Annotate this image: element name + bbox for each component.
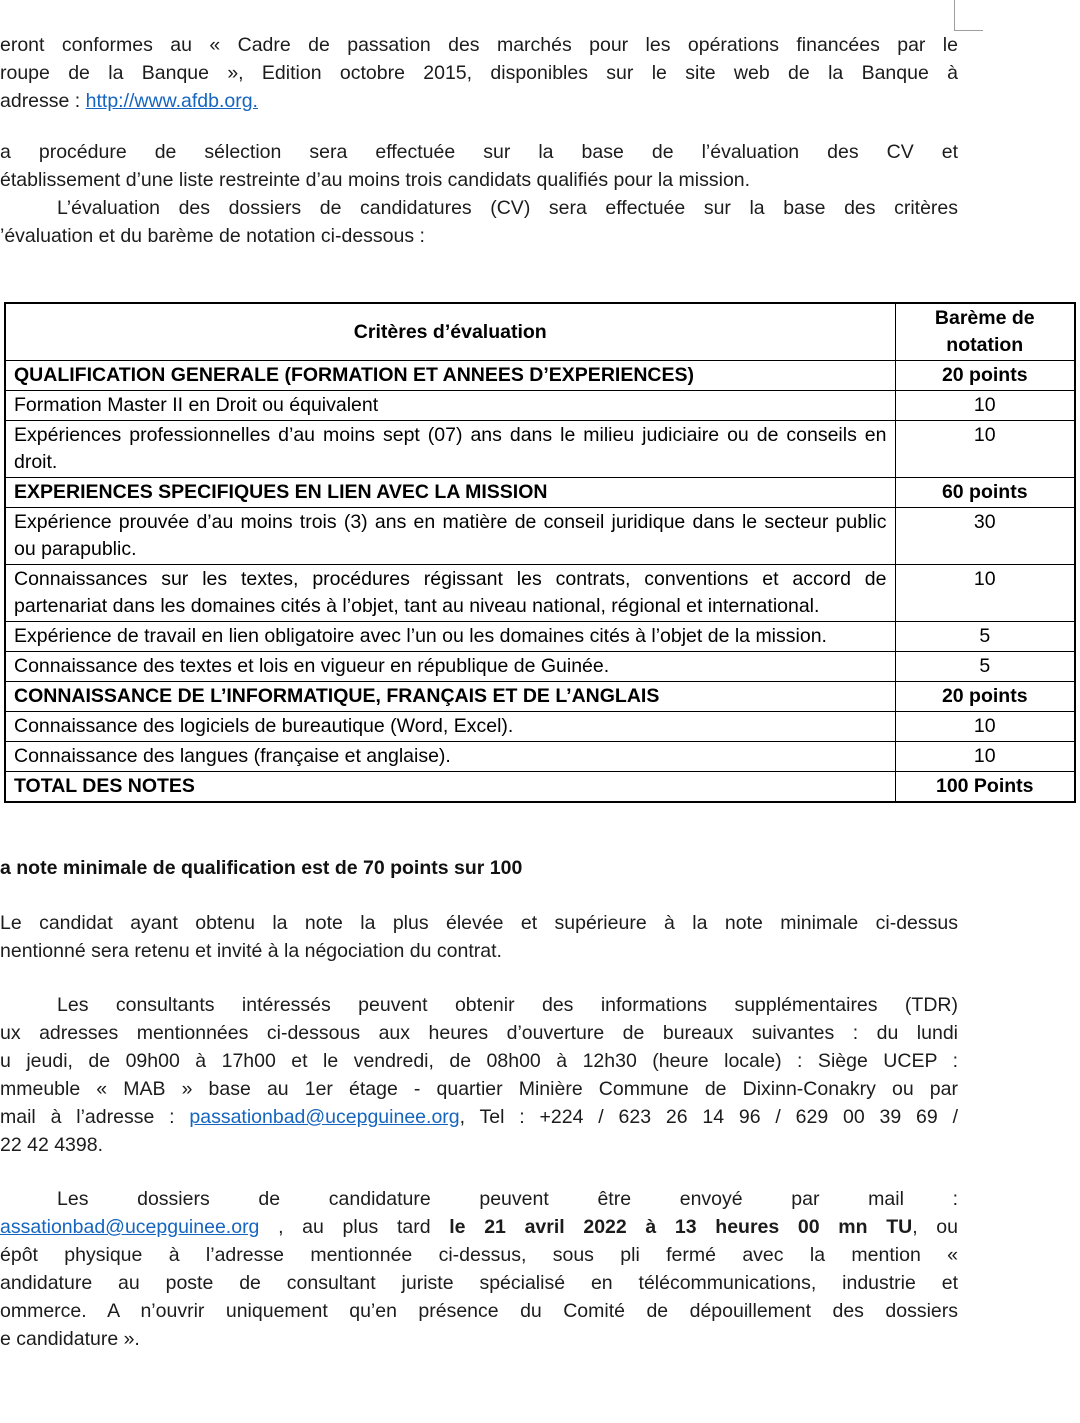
score-cell: 60 points: [895, 478, 1075, 508]
score-cell: 20 points: [895, 682, 1075, 712]
text-line: mmeuble « MAB » base au 1er étage - quartier Minière Commune de Dixinn-Conakry ou par: [0, 1078, 958, 1100]
score-cell: 30: [895, 508, 1075, 565]
table-row: [5, 421, 1075, 478]
text-line: [0, 1213, 958, 1241]
table-row: [5, 478, 1075, 508]
application-email-link[interactable]: assationbad@ucepguinee.org: [0, 1216, 260, 1238]
deadline-tail: , ou: [912, 1216, 958, 1238]
criteria-cell: Expérience de travail en lien obligatoire avec l’un ou les domaines cités à l’objet de la mission.: [5, 622, 895, 652]
contact-email-link[interactable]: passationbad@ucepguinee.org: [189, 1106, 460, 1128]
evaluation-criteria-table: [4, 302, 1076, 803]
header-cell-score: Barème de notation: [895, 303, 1075, 361]
paragraph-candidate-selection: [0, 909, 958, 965]
score-cell: 10: [895, 712, 1075, 742]
criteria-cell: Connaissance des langues (française et anglaise).: [5, 742, 895, 772]
table-row: [5, 712, 1075, 742]
text-line: a note minimale de qualification est de 70 points sur 100: [0, 857, 523, 879]
header-cell-criteria: Critères d’évaluation: [5, 303, 895, 361]
criteria-cell: Expériences professionnelles d’au moins sept (07) ans dans le milieu judiciaire ou de conseils en droit.: [5, 421, 895, 478]
table-row: [5, 652, 1075, 682]
criteria-cell: Connaissances sur les textes, procédures régissant les contrats, conventions et accord de partenariat dans les domaines cités à l’objet, tant au niveau national, régional et international.: [5, 565, 895, 622]
criteria-cell: Connaissance des textes et lois en vigueur en république de Guinée.: [5, 652, 895, 682]
text-line: u jeudi, de 09h00 à 17h00 et le vendredi, de 08h00 à 12h30 (heure locale) : Siège UCEP :: [0, 1050, 958, 1072]
text-line: 22 42 4398.: [0, 1134, 104, 1156]
criteria-cell: TOTAL DES NOTES: [5, 772, 895, 803]
text-line: L’évaluation des dossiers de candidatures (CV) sera effectuée sur la base des critères: [57, 197, 958, 219]
paragraph-application-submission: [0, 1185, 958, 1353]
text-line: e candidature ».: [0, 1328, 140, 1350]
score-cell: 100 Points: [895, 772, 1075, 803]
table-row: [5, 565, 1075, 622]
score-cell: 20 points: [895, 361, 1075, 391]
text-line: ’évaluation et du barème de notation ci-dessous :: [0, 225, 425, 247]
table-row: [5, 742, 1075, 772]
table-row: [5, 361, 1075, 391]
email-label: mail à l’adresse :: [0, 1106, 190, 1128]
phone-numbers: , Tel : +224 / 623 26 14 96 / 629 00 39 69 /: [459, 1106, 958, 1128]
text-line: ux adresses mentionnées ci-dessous aux heures d’ouverture de bureaux suivantes : du lundi: [0, 1022, 958, 1044]
text-line: nentionné sera retenu et invité à la négociation du contrat.: [0, 940, 502, 962]
criteria-cell: Formation Master II en Droit ou équivalent: [5, 391, 895, 421]
minimum-score-note: [0, 854, 958, 883]
afdb-website-link[interactable]: http://www.afdb.org.: [85, 90, 258, 112]
deadline-date: le 21 avril 2022 à 13 heures 00 mn TU: [449, 1216, 913, 1238]
table-row: [5, 682, 1075, 712]
score-cell: 10: [895, 421, 1075, 478]
score-cell: 10: [895, 742, 1075, 772]
score-cell: 5: [895, 652, 1075, 682]
table-row-total: [5, 772, 1075, 803]
text-line: Les consultants intéressés peuvent obtenir des informations supplémentaires (TDR): [57, 994, 958, 1016]
paragraph-framework: [0, 31, 958, 115]
table-row: [5, 508, 1075, 565]
text-line: roupe de la Banque », Edition octobre 2015, disponibles sur le site web de la Banque à: [0, 62, 958, 84]
text-line: épôt physique à l’adresse mentionnée ci-dessus, sous pli fermé avec la mention «: [0, 1244, 958, 1266]
score-cell: 5: [895, 622, 1075, 652]
text-line: eront conformes au « Cadre de passation des marchés pour les opérations financées par le: [0, 34, 958, 56]
criteria-cell: QUALIFICATION GENERALE (FORMATION ET ANNEES D’EXPERIENCES): [5, 361, 895, 391]
address-label: adresse :: [0, 90, 86, 112]
criteria-cell: Connaissance des logiciels de bureautique (Word, Excel).: [5, 712, 895, 742]
text-line: [0, 1103, 958, 1131]
paragraph-selection-procedure: [0, 138, 958, 250]
table-header-row: [5, 303, 1075, 361]
text-line: établissement d’une liste restreinte d’au moins trois candidats qualifiés pour la mission.: [0, 169, 751, 191]
page-corner-mark: [954, 0, 983, 31]
text-line: a procédure de sélection sera effectuée sur la base de l’évaluation des CV et: [0, 141, 958, 163]
text-line: ommerce. A n’ouvrir uniquement qu’en présence du Comité de dépouillement des dossiers: [0, 1300, 958, 1322]
table-row: [5, 391, 1075, 421]
deadline-lead-in: , au plus tard: [259, 1216, 450, 1238]
score-cell: 10: [895, 565, 1075, 622]
text-line: Les dossiers de candidature peuvent être envoyé par mail :: [57, 1188, 958, 1210]
table-row: [5, 622, 1075, 652]
text-line: Le candidat ayant obtenu la note la plus élevée et supérieure à la note minimale ci-dessus: [0, 912, 958, 934]
criteria-cell: Expérience prouvée d’au moins trois (3) ans en matière de conseil juridique dans le secteur public ou parapublic.: [5, 508, 895, 565]
criteria-cell: CONNAISSANCE DE L’INFORMATIQUE, FRANÇAIS ET DE L’ANGLAIS: [5, 682, 895, 712]
criteria-cell: EXPERIENCES SPECIFIQUES EN LIEN AVEC LA MISSION: [5, 478, 895, 508]
score-cell: 10: [895, 391, 1075, 421]
text-line: [0, 87, 958, 115]
text-line: andidature au poste de consultant juriste spécialisé en télécommunications, industrie et: [0, 1272, 958, 1294]
paragraph-contact-info: [0, 991, 958, 1159]
